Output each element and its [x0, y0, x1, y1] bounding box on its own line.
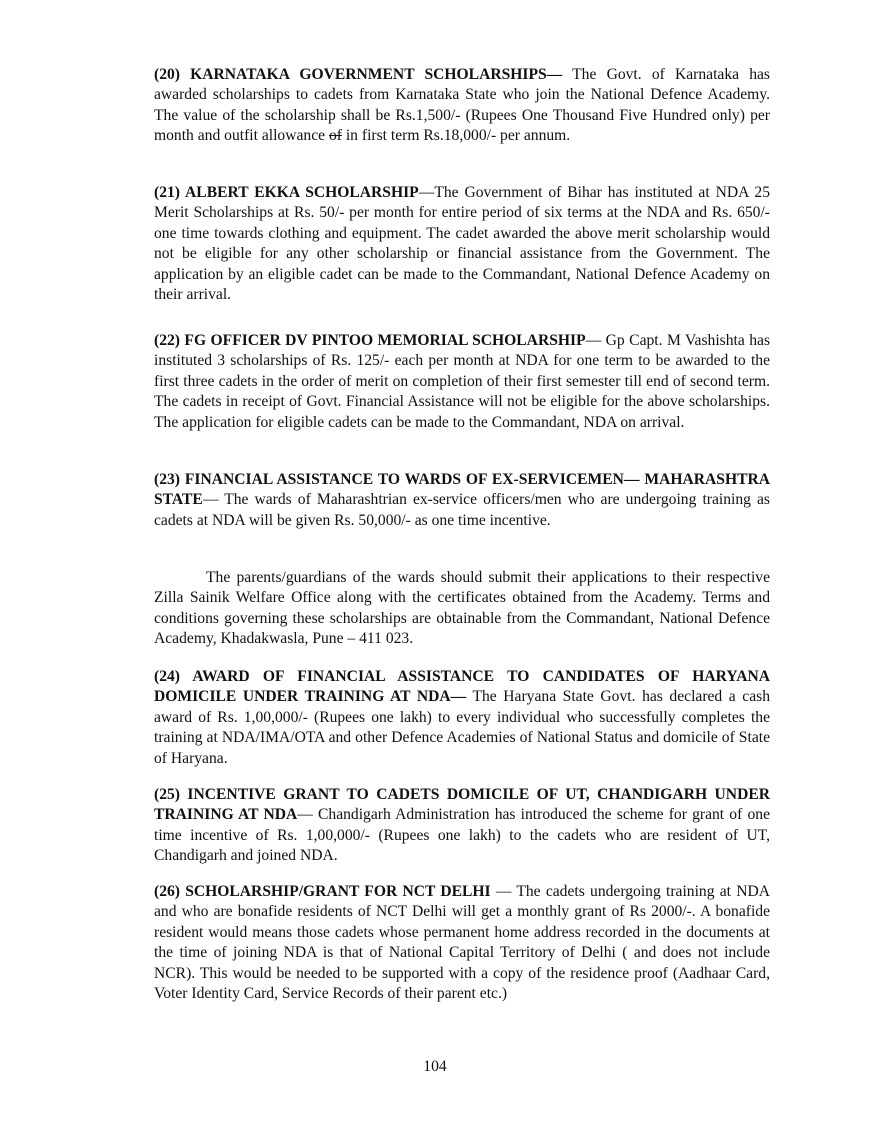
paragraph-karnataka-scholarships: [154, 65, 770, 147]
paragraph-text: in first term Rs.18,000/- per annum.: [341, 127, 571, 145]
paragraph-text: The parents/guardians of the wards should submit their applications to their respective Zilla Sainik Welfare Office along with the certificates obtained from the Academy. Terms and conditions governing these scholarships are obtainable from the Commandant, National Defence Academy, Khadakwasla, Pune – 411 023.: [154, 569, 770, 648]
paragraph-heading: (24) AWARD OF FINANCIAL ASSISTANCE TO CANDIDATES OF HARYANA DOMICILE UNDER TRAINING AT NDA—: [154, 668, 770, 706]
page-number: 104: [423, 1058, 447, 1075]
paragraph-text: The Haryana State Govt. has declared a cash award of Rs. 1,00,000/- (Rupees one lakh) to every individual who successfully completes the training at NDA/IMA/OTA and other Defence Academies of National Status and domicile of State of Haryana.: [154, 688, 770, 767]
paragraph-haryana-award: [154, 667, 770, 769]
paragraph-heading: (20) KARNATAKA GOVERNMENT SCHOLARSHIPS—: [154, 66, 563, 83]
paragraph-heading: (22) FG OFFICER DV PINTOO MEMORIAL SCHOLARSHIP: [154, 332, 586, 349]
paragraph-maharashtra-assistance: [154, 470, 770, 531]
paragraph-text: — Gp Capt. M Vashishta has instituted 3 scholarships of Rs. 125/- each per month at NDA for one term to be awarded to the first three cadets in the order of merit on completion of their first semester till end of second term. The cadets in receipt of Govt. Financial Assistance will not be eligible for the above scholarships. The application for eligible cadets can be made to the Commandant, NDA on arrival.: [154, 332, 771, 431]
paragraph-heading: (26) SCHOLARSHIP/GRANT FOR NCT DELHI: [154, 883, 491, 900]
paragraph-heading: (23) FINANCIAL ASSISTANCE TO WARDS OF EX-SERVICEMEN— MAHARASHTRA STATE: [154, 471, 770, 509]
paragraph-text: — The cadets undergoing training at NDA and who are bonafide residents of NCT Delhi will get a monthly grant of Rs 2000/-. A bonafide resident would means those cadets whose permanent home address recorded in the documents at the time of joining NDA is that of National Capital Territory of Delhi ( and does not include NCR). This would be needed to be supported with a copy of the residence proof (Aadhaar Card, Voter Identity Card, Service Records of their parent etc.): [154, 883, 770, 1003]
paragraph-application-procedure: [154, 568, 770, 650]
paragraph-text: — The wards of Maharashtrian ex-service officers/men who are undergoing training as cadets at NDA will be given Rs. 50,000/- as one time incentive.: [154, 491, 770, 529]
paragraph-text: —The Government of Bihar has instituted at NDA 25 Merit Scholarships at Rs. 50/- per month for entire period of six terms at the NDA and Rs. 650/- one time towards clothing and equipment. The cadet awarded the above merit scholarship would not be eligible for any other scholarship or financial assistance from the Government. The application by an eligible cadet can be made to the Commandant, National Defence Academy on their arrival.: [154, 184, 770, 304]
struck-text: of: [328, 127, 342, 145]
paragraph-nct-delhi-grant: [154, 882, 770, 1004]
paragraph-albert-ekka-scholarship: [154, 183, 770, 305]
paragraph-pintoo-memorial-scholarship: [154, 331, 770, 433]
paragraph-text: The Govt. of Karnataka has awarded scholarships to cadets from Karnataka State who join the National Defence Academy. The value of the scholarship shall be Rs.1,500/- (Rupees One Thousand Five Hundred only) per month and outfit allowance: [154, 66, 770, 145]
paragraph-chandigarh-grant: [154, 785, 770, 867]
paragraph-text: — Chandigarh Administration has introduced the scheme for grant of one time incentive of Rs. 1,00,000/- (Rupees one lakh) to the cadets who are resident of UT, Chandigarh and joined NDA.: [154, 806, 771, 865]
paragraph-heading: (25) INCENTIVE GRANT TO CADETS DOMICILE OF UT, CHANDIGARH UNDER TRAINING AT NDA: [154, 786, 770, 824]
paragraph-heading: (21) ALBERT EKKA SCHOLARSHIP: [154, 184, 419, 201]
